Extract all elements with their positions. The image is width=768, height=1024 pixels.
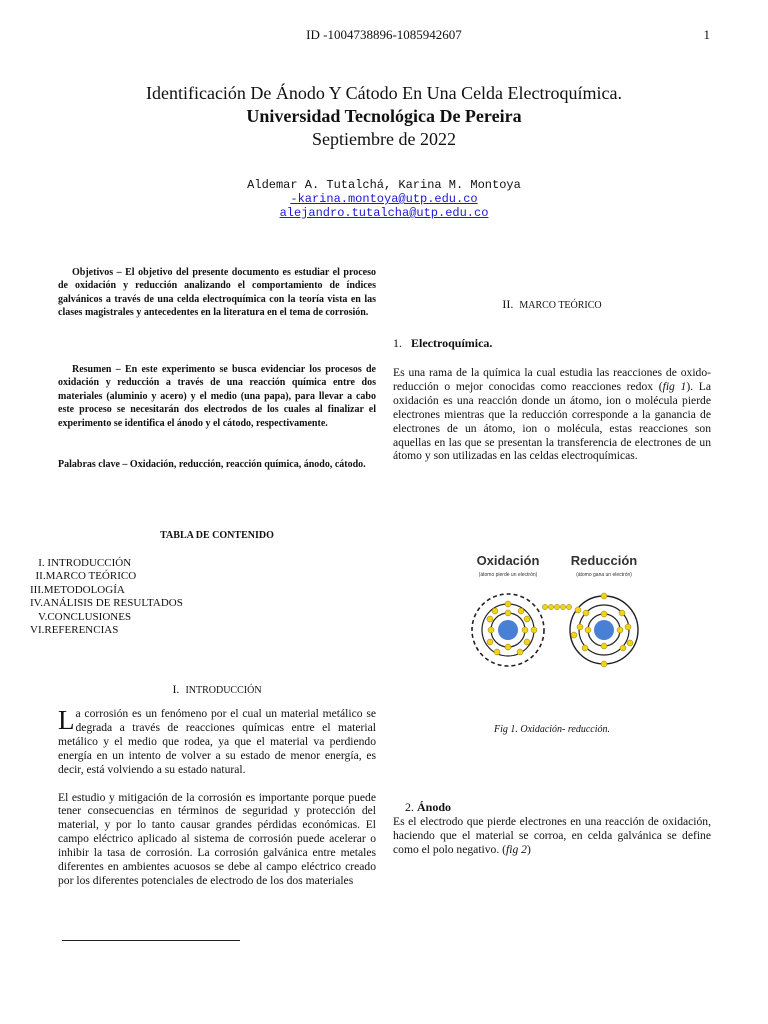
marco-heading-num: II. [502,297,514,311]
toc-item[interactable]: II.MARCO TEÓRICO [30,570,137,583]
keywords-text: Palabras clave – Oxidación, reducción, reacción química, ánodo, cátodo. [58,459,366,470]
author-names: Aldemar A. Tutalchá, Karina M. Montoya [247,178,521,192]
header-id: ID -1004738896-1085942607 [306,27,462,42]
oxidation-reduction-figure [470,545,640,680]
fig-sublabel-reduccion: (átomo gana un electrón) [576,572,632,578]
subsection-1-title: 1. Electroquímica. [393,336,493,350]
toc-item[interactable]: I. INTRODUCCIÓN [30,557,132,569]
toc-title: TABLA DE CONTENIDO [160,530,274,541]
reduction-atom-icon [570,593,638,667]
fig2-ref[interactable]: fig 2 [506,842,527,856]
page-number: 1 [703,27,710,42]
toc-item[interactable]: VI.REFERENCIAS [30,624,119,637]
electroquimica-text: Es una rama de la química la cual estudia las reacciones de oxido-reducción o mejor conocidas como reacciones redox (fig 1). La oxidación es una reacción donde un átomo, ion o molécula pierde electrones mientras que la reducción corresponde a la ganancia de electrones de un átomo, ion o molécula, estas reacciones son aquellas en las que se presentan la transferencia de electrones de un átomo y son utilizadas en las celdas electroquímicas. [393,366,711,463]
oxidation-atom-icon [472,594,544,666]
subsection-2-title: 2. Ánodo [405,800,452,814]
intro-heading [58,682,376,697]
toc-item[interactable]: III.METODOLOGÍA [30,583,125,596]
intro-section [58,707,376,888]
toc-item[interactable]: V.CONCLUSIONES [30,610,132,623]
fig-sublabel-oxidacion: (átomo pierde un electrón) [478,572,538,578]
authors-block [0,178,768,220]
intro-para-1: La corrosión es un fenómeno por el cual un material metálico se degrada a través de reacciones químicas entre el material metálico y el medio que rodea, ya que el material va perdiendo energía en un intento de volver a su estado de menor energía, es decir, está volviendo a su estado natural. [58,705,376,776]
paper-title: Identificación De Ánodo Y Cátodo En Una Celda Electroquímica. [145,83,622,103]
toc-list [30,557,183,637]
fig-label-oxidacion: Oxidación [476,553,540,568]
fig1-ref[interactable]: fig 1 [662,379,687,393]
figure-caption: Fig 1. Oxidación- reducción. [494,724,610,735]
abstract-objetivos [58,266,376,320]
marco-heading-text: MARCO TEÓRICO [519,300,602,311]
abstract-keywords [58,458,376,471]
electron-transfer-chain [542,604,571,609]
toc-item[interactable]: IV.ANÁLISIS DE RESULTADOS [30,597,183,610]
resumen-text: Resumen – En este experimento se busca evidenciar los procesos de oxidación y reducción a través de una reacción química entre dos materiales (aluminio y acero) y el medio (una papa), para llevar a cabo este proceso se necesitarán dos electrodos de los cuales al finalizar el experimento se identifica el ánodo y el cátodo, respectivamente. [58,364,376,429]
subsection-electroquimica [393,336,711,463]
dropcap-letter: L [58,705,75,735]
marco-heading [393,297,711,312]
abstract-resumen [58,363,376,430]
title-block [0,82,768,151]
subsection-anodo [393,800,711,857]
objetivos-text: Objetivos – El objetivo del presente documento es estudiar el proceso de oxidación y reducción analizando el comportamiento de índices galvánicos a través de una celda electroquímica con la teoría vista en las clases magistrales y antecedentes en la literatura en el tema de corrosión. [58,267,376,319]
anodo-text: Es el electrodo que pierde electrones en una reacción de oxidación, haciendo que el material se corroa, en celda galvánica se define como el polo negativo. (fig 2) [393,815,711,856]
paper-date: Septiembre de 2022 [312,129,456,149]
intro-heading-num: I. [172,682,180,696]
email-link-alejandro[interactable]: alejandro.tutalcha@utp.edu.co [279,206,489,220]
email-link-karina[interactable]: -karina.montoya@utp.edu.co [290,192,478,206]
fig-label-reduccion: Reducción [570,553,638,568]
intro-heading-text: INTRODUCCIÓN [185,685,262,696]
intro-para-2: El estudio y mitigación de la corrosión es importante porque puede tener consecuencias en términos de seguridad y protección del material, y por lo tanto causar grandes pérdidas económicas. El campo eléctrico aplicado al sistema de corrosión puede acelerar o inhibir la tasa de corrosión. La corrosión galvánica entre metales diferentes en ambientes acuosos se debe al campo eléctrico creado por los diferentes potenciales de electrodo de los dos materiales [58,790,376,887]
footnote-rule [62,940,240,941]
university-name: Universidad Tecnológica De Pereira [246,106,522,126]
